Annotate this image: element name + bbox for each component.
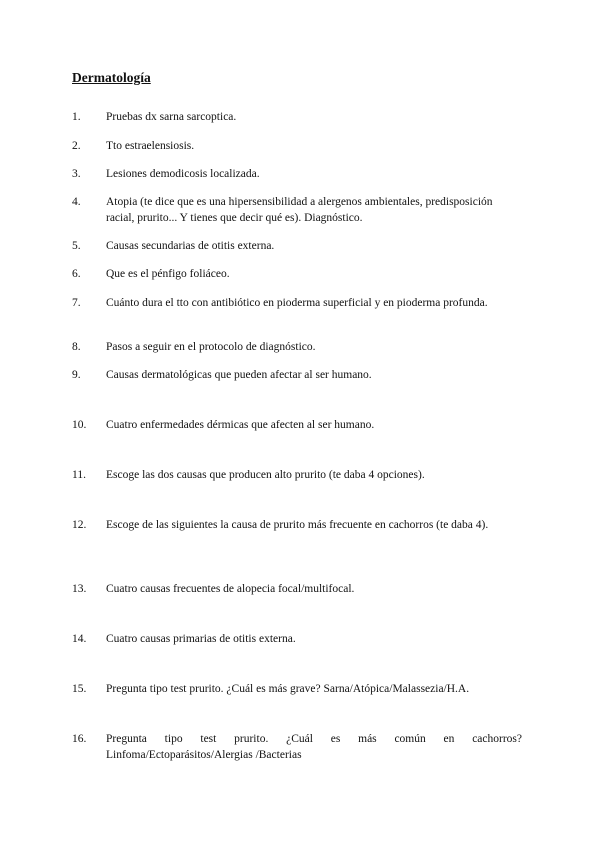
list-item <box>72 468 522 484</box>
list-item <box>72 167 522 183</box>
item-number: 7. <box>72 297 81 309</box>
item-number: 15. <box>72 683 87 695</box>
item-number: 10. <box>72 419 87 431</box>
item-text: Pasos a seguir en el protocolo de diagnóstico. <box>106 341 316 353</box>
item-number: 13. <box>72 583 87 595</box>
item-text: Escoge de las siguientes la causa de prurito más frecuente en cachorros (te daba 4). <box>106 519 489 531</box>
list-item <box>72 518 522 534</box>
item-text: Causas dermatológicas que pueden afectar al ser humano. <box>106 369 372 381</box>
item-number: 3. <box>72 168 81 180</box>
list-item <box>72 340 522 356</box>
list-item <box>72 239 522 255</box>
item-text: Cuatro causas frecuentes de alopecia focal/multifocal. <box>106 583 355 595</box>
item-number: 14. <box>72 633 87 645</box>
item-number: 5. <box>72 240 81 252</box>
item-number: 9. <box>72 369 81 381</box>
item-text: Escoge las dos causas que producen alto prurito (te daba 4 opciones). <box>106 469 425 481</box>
item-text: Pregunta tipo test prurito. ¿Cuál es más grave? Sarna/Atópica/Malassezia/H.A. <box>106 683 470 695</box>
item-text: Pregunta tipo test prurito. ¿Cuál es más común en cachorros? Linfoma/Ectoparásitos/Alergias /Bacterias <box>106 733 522 761</box>
item-text: Cuánto dura el tto con antibiótico en pioderma superficial y en pioderma profunda. <box>106 297 488 309</box>
item-number: 4. <box>72 196 81 208</box>
item-number: 16. <box>72 733 87 745</box>
item-text: Cuatro enfermedades dérmicas que afecten al ser humano. <box>106 419 375 431</box>
list-item <box>72 582 522 598</box>
item-number: 1. <box>72 111 81 123</box>
item-text: Atopia (te dice que es una hipersensibilidad a alergenos ambientales, predisposición racial, prurito... Y tienes que decir qué es). Diagnóstico. <box>106 196 493 224</box>
item-number: 11. <box>72 469 86 481</box>
item-number: 12. <box>72 519 87 531</box>
list-item <box>72 195 522 226</box>
list-item <box>72 632 522 648</box>
list-item <box>72 110 522 126</box>
list-item <box>72 267 522 283</box>
list-item <box>72 139 522 155</box>
list-item <box>72 732 522 763</box>
item-text: Cuatro causas primarias de otitis externa. <box>106 633 296 645</box>
item-text: Pruebas dx sarna sarcoptica. <box>106 111 237 123</box>
list-item <box>72 682 522 698</box>
item-number: 6. <box>72 268 81 280</box>
item-text: Tto estraelensiosis. <box>106 140 195 152</box>
list-item <box>72 296 522 312</box>
item-text: Que es el pénfigo foliáceo. <box>106 268 230 280</box>
item-text: Causas secundarias de otitis externa. <box>106 240 275 252</box>
list-item <box>72 418 522 434</box>
item-text: Lesiones demodicosis localizada. <box>106 168 260 180</box>
list-item <box>72 368 522 384</box>
item-number: 2. <box>72 140 81 152</box>
item-number: 8. <box>72 341 81 353</box>
page-title: Dermatología <box>72 70 151 85</box>
